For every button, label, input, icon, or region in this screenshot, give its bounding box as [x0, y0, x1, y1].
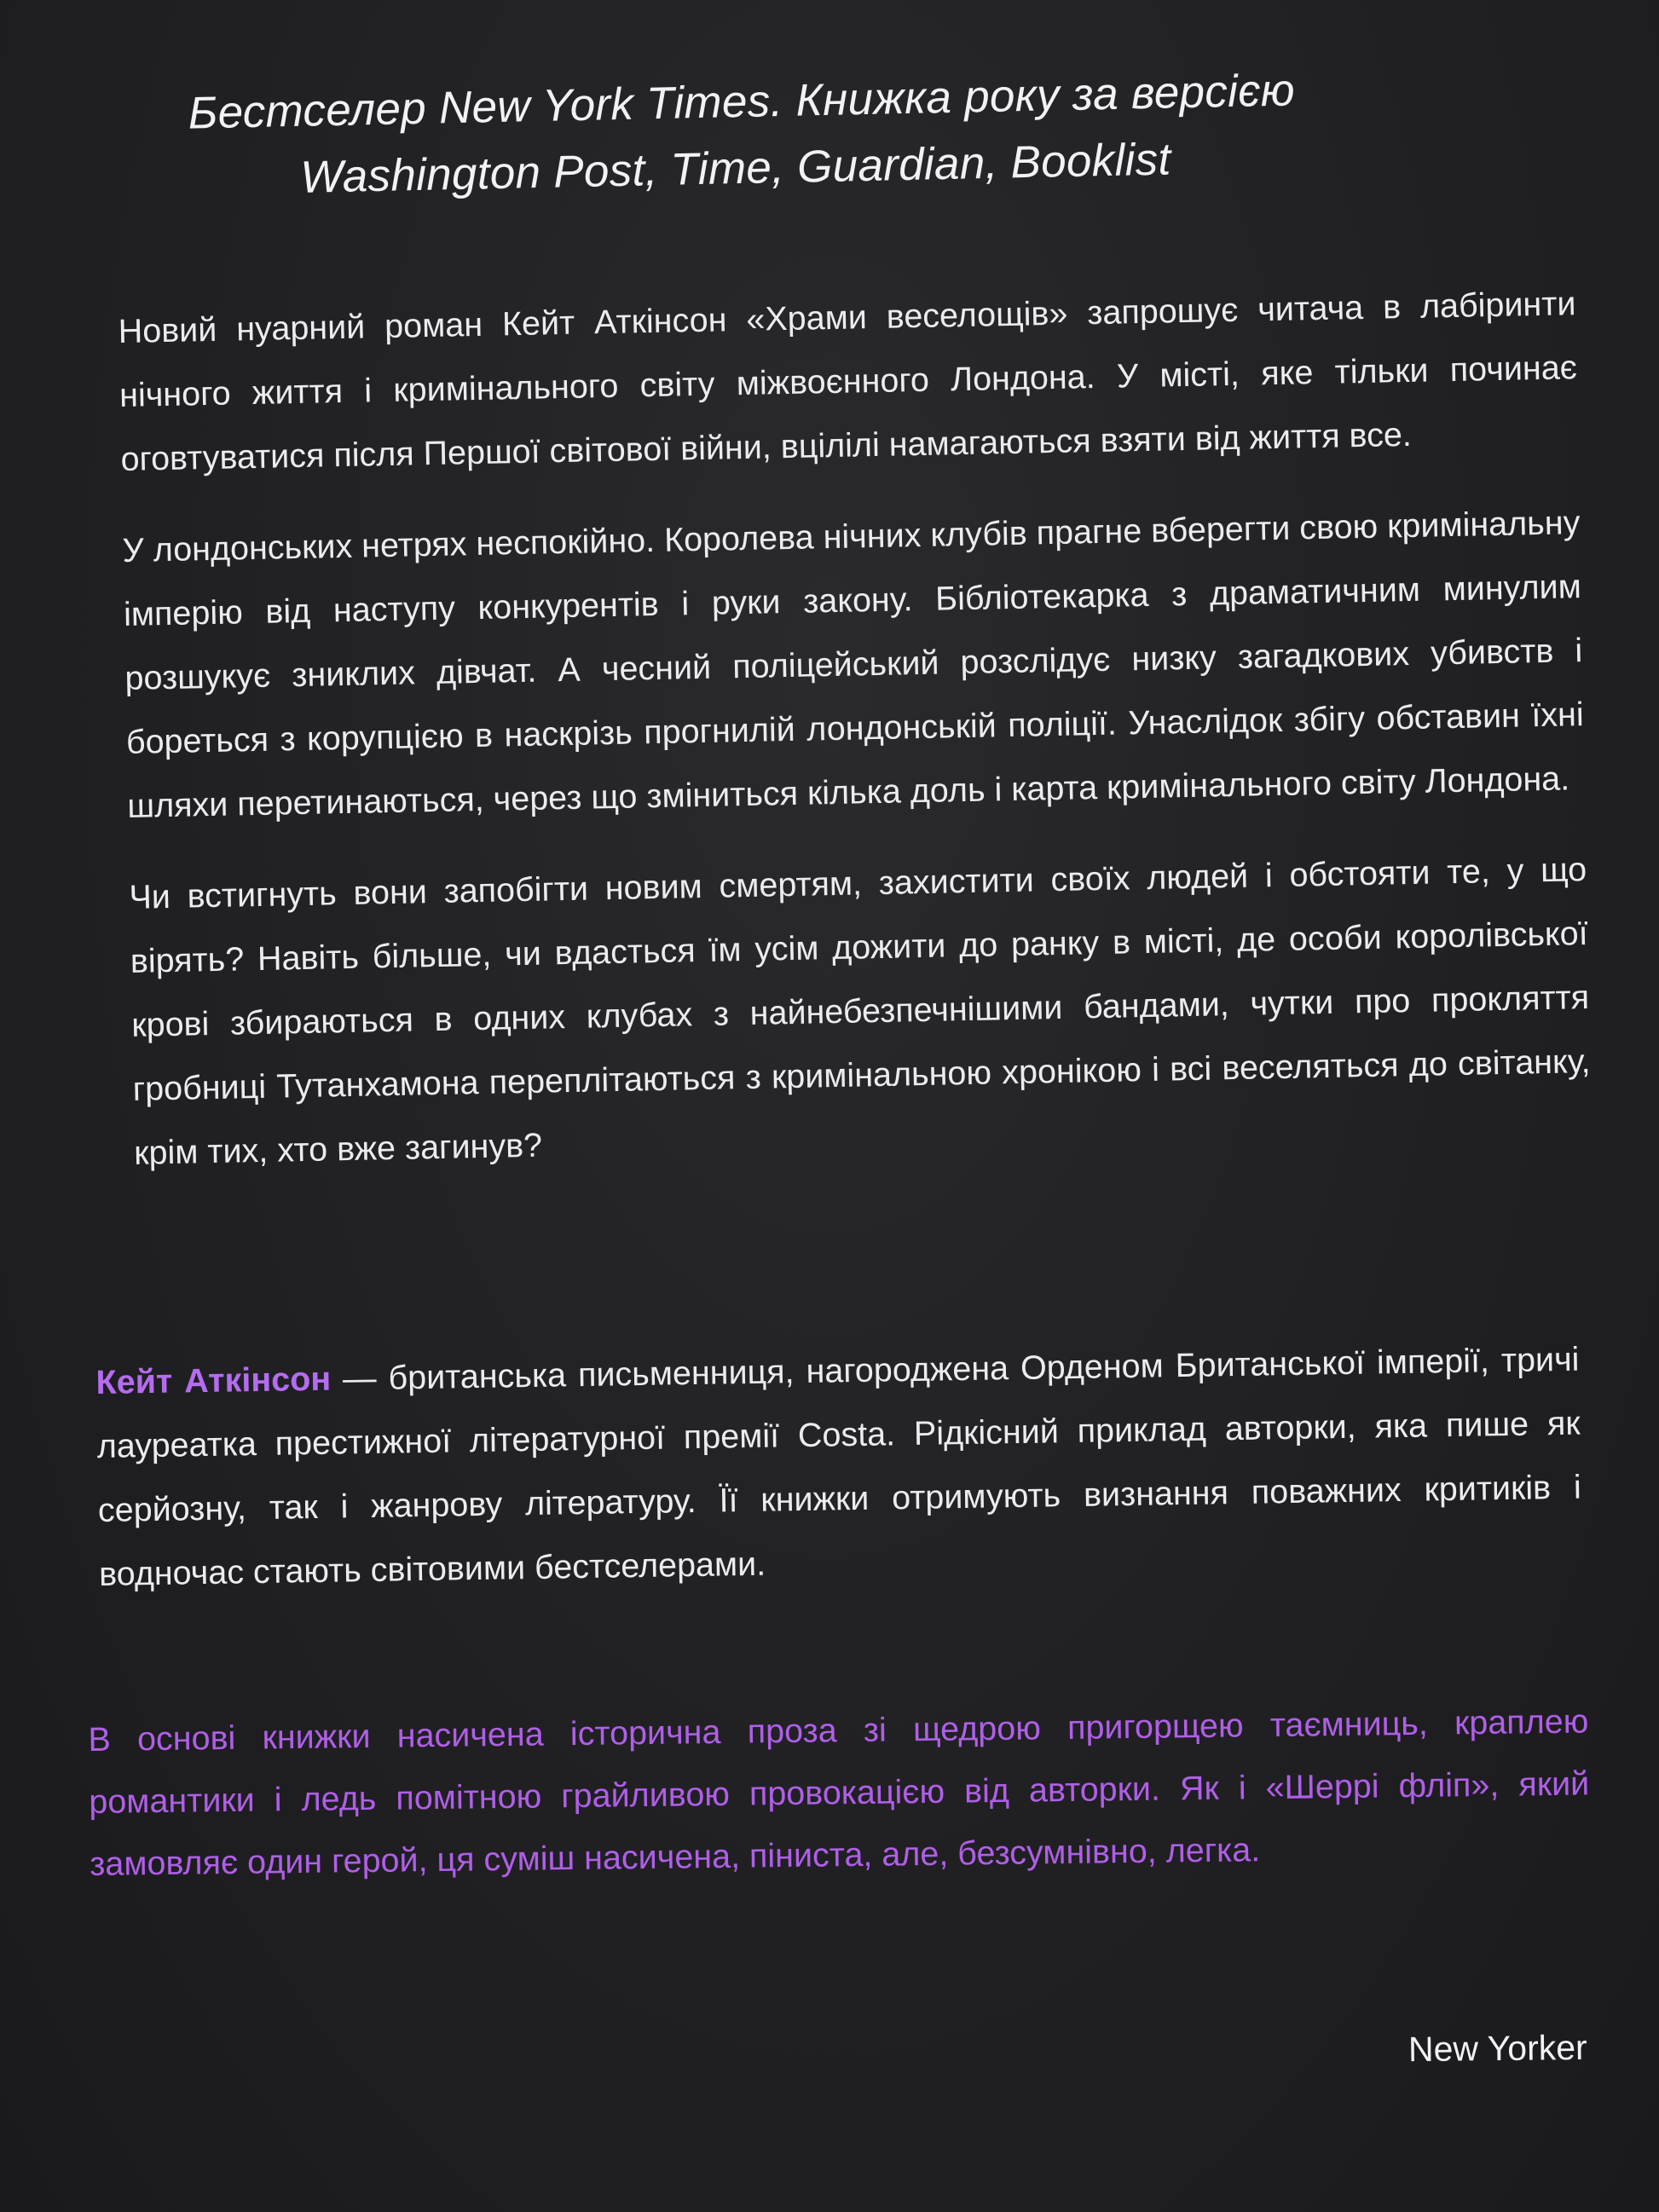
review-source: New Yorker	[1408, 2027, 1588, 2070]
headline-line-1: Бестселер New York Times. Книжка року за версією	[188, 65, 1296, 139]
bestseller-headline	[171, 53, 1503, 214]
review-quote	[88, 1690, 1591, 1895]
description-paragraph-1: Новий нуарний роман Кейт Аткінсон «Храми веселощів» запрошує читача в лабіринти нічного життя і кримінального світу міжвоєнного Лондона. У місті, яке тільки починає оговтуватися після Першої світової війни, вцілілі намагаються взяти від життя все.	[118, 285, 1578, 478]
description-paragraph-3: Чи встигнуть вони запобігти новим смертям, захистити своїх людей і обстояти те, у що вірять? Навіть більше, чи вдасться їм усім дожити до ранку в місті, де особи королівської крові збираються в одних клубах з найнебезпечнішими бандами, чутки про прокляття гробниці Тутанхамона переплітаються з кримінальною хронікою і всі веселяться до світанку, крім тих, хто вже загинув?	[129, 851, 1591, 1172]
author-bio-text: — британська письменниця, нагороджена Орденом Британської імперії, тричі лауреатка престижної літературної премії Costa. Рідкісний приклад авторки, яка пише як серйозну, так і жанрову літературу. Її книжки отримують визнання поважних критиків і водночас стають світовими бестселерами.	[96, 1340, 1582, 1593]
description-paragraph-2: У лондонських нетрях неспокійно. Королева нічних клубів прагне вберегти свою кримінальну імперію від наступу конкурентів і руки закону. Бібліотекарка з драматичним минулим розшукує зниклих дівчат. А чесний поліцейський розслідує низку загадкових убивств і бореться з корупцією в наскрізь прогнилій лондонській поліції. Унаслідок збігу обставин їхні шляхи перетинаються, через що зміниться кілька доль і карта кримінального світу Лондона.	[122, 504, 1585, 825]
author-bio	[95, 1328, 1582, 1607]
review-quote-text: В основі книжки насичена історична проза зі щедрою пригорщею таємниць, краплею романтики і ледь помітною грайливою провокацією від авторки. Як і «Шеррі фліп», який замовляє один герой, ця суміш насичена, піниста, але, безсумнівно, легка.	[88, 1702, 1590, 1883]
book-description	[118, 272, 1593, 1213]
headline-line-2: Washington Post, Time, Guardian, Booklist	[299, 134, 1172, 203]
author-bio-paragraph	[95, 1328, 1582, 1607]
author-name: Кейт Аткінсон	[95, 1360, 332, 1401]
